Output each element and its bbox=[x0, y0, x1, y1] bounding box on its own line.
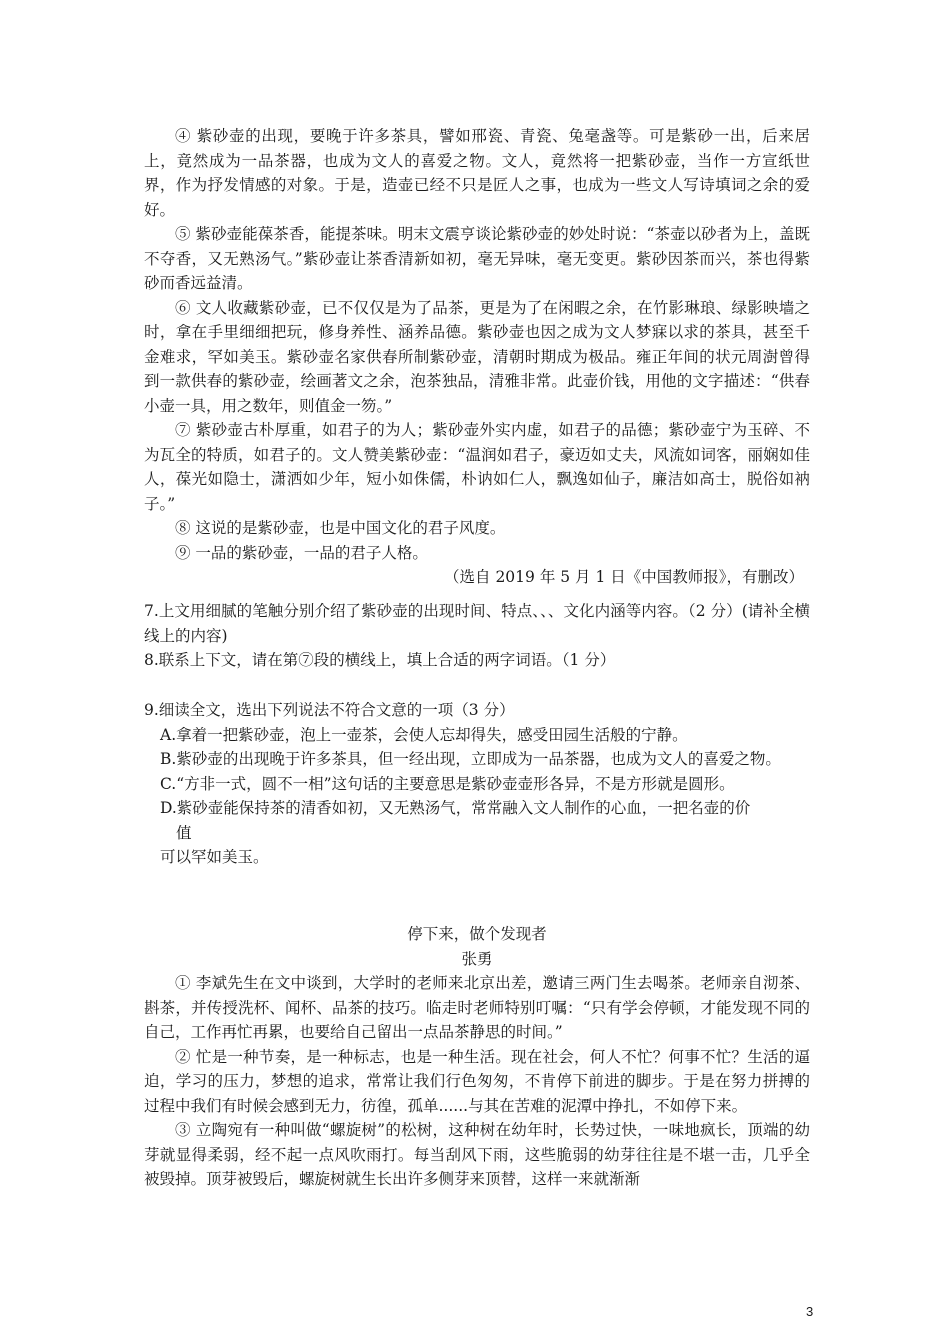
question-8: 8.联系上下文，请在第⑦段的横线上，填上合适的两字词语。（1 分） bbox=[144, 651, 616, 669]
questions-section bbox=[144, 599, 810, 673]
page-number: 3 bbox=[806, 1304, 814, 1319]
article-paragraph-1: ① 李斌先生在文中谈到，大学时的老师来北京出差，邀请三两门生去喝茶。老师亲自沏茶、斟茶，并传授洗杯、闻杯、品茶的技巧。临走时老师特别叮嘱：“只有学会停顿，才能发现不同的自己，工作再忙再累，也要给自己留出一点品茶静思的时间。” bbox=[144, 974, 810, 1041]
source-citation: （选自 2019 年 5 月 1 日《中国教师报》，有删改） bbox=[444, 568, 804, 586]
option-d-continuation: 值 bbox=[176, 823, 192, 842]
article-paragraph-2: ② 忙是一种节奏，是一种标志，也是一种生活。现在社会，何人不忙？何事不忙？生活的逼迫，学习的压力，梦想的追求，常常让我们行色匆匆，不肯停下前进的脚步。于是在努力拼搏的过程中我们有时候会感到无力，彷徨，孤单......与其在苦难的泥潭中挣扎，不如停下来。 bbox=[144, 1047, 810, 1115]
question-9: 9.细读全文，选出下列说法不符合文意的一项（3 分） bbox=[144, 701, 515, 719]
paragraph-9: ⑨ 一品的紫砂壶，一品的君子人格。 bbox=[175, 543, 428, 562]
option-d: D.紫砂壶能保持茶的清香如初，又无熟汤气，常常融入文人制作的心血，一把名壶的价 bbox=[160, 799, 751, 817]
paragraph-7: ⑦ 紫砂壶古朴厚重，如君子的为人；紫砂壶外实内虚，如君子的品德；紫砂壶宁为玉碎、不为瓦全的特质，如君子的。文人赞美紫砂壶：“温润如君子，豪迈如丈夫，风流如词客，丽娴如佳人，葆光如隐士，潇洒如少年，短小如侏儒，朴讷如仁人，飘逸如仙子，廉洁如高士，脱俗如衲子。” bbox=[144, 421, 810, 513]
option-c: C.“方非一式，圆不一相”这句话的主要意思是紫砂壶壶形各异，不是方形就是圆形。 bbox=[160, 774, 735, 793]
article-title: 停下来，做个发现者 bbox=[407, 925, 547, 943]
question-9-block bbox=[144, 698, 810, 870]
paragraph-8: ⑧ 这说的是紫砂壶，也是中国文化的君子风度。 bbox=[175, 519, 506, 537]
option-a: A.拿着一把紫砂壶，泡上一壶茶，会使人忘却得失，感受田园生活般的宁静。 bbox=[160, 725, 688, 744]
passage-zisha-teapot bbox=[144, 124, 810, 590]
article-author: 张勇 bbox=[461, 949, 493, 968]
option-d-continuation-2: 可以罕如美玉。 bbox=[160, 848, 269, 866]
option-b: B.紫砂壶的出现晚于许多茶具，但一经出现，立即成为一品茶器，也成为文人的喜爱之物。 bbox=[160, 750, 781, 768]
passage-stop-and-discover bbox=[144, 922, 810, 1192]
question-7: 7.上文用细腻的笔触分别介绍了紫砂壶的出现时间、特点、、、文化内涵等内容。（2 分）(请补全横线上的内容) bbox=[144, 602, 810, 645]
paragraph-4: ④ 紫砂壶的出现，要晚于许多茶具，譬如邢瓷、青瓷、兔毫盏等。可是紫砂一出，后来居上，竟然成为一品茶器，也成为文人的喜爱之物。文人，竟然将一把紫砂壶，当作一方宣纸世界，作为抒发情感的对象。于是，造壶已经不只是匠人之事，也成为一些文人写诗填词之余的爱好。 bbox=[144, 127, 810, 219]
paragraph-6: ⑥ 文人收藏紫砂壶，已不仅仅是为了品茶，更是为了在闲暇之余，在竹影琳琅、绿影映墙之时，拿在手里细细把玩，修身养性、涵养品德。紫砂壶也因之成为文人梦寐以求的茶具，甚至千金难求，罕如美玉。紫砂壶名家供春所制紫砂壶，清朝时期成为极品。雍正年间的状元周澍曾得到一款供春的紫砂壶，绘画著文之余，泡茶独品，清雅非常。此壶价钱，用他的文字描述：“供春小壶一具，用之数年，则值金一笏。” bbox=[144, 298, 810, 415]
paragraph-5: ⑤ 紫砂壶能葆茶香，能提茶味。明末文震亨谈论紫砂壶的妙处时说：“茶壶以砂者为上，盖既不夺香，又无熟汤气。”紫砂壶让茶香清新如初，毫无异味，毫无变更。紫砂因茶而兴，茶也得紫砂而香远益清。 bbox=[144, 225, 810, 292]
article-paragraph-3: ③ 立陶宛有一种叫做“螺旋树”的松树，这种树在幼年时，长势过快，一味地疯长，顶端的幼芽就显得柔弱，经不起一点风吹雨打。每当刮风下雨，这些脆弱的幼芽往往是不堪一击，几乎全被毁掉。顶芽被毁后，螺旋树就生长出许多侧芽来顶替，这样一来就渐渐 bbox=[144, 1121, 810, 1188]
